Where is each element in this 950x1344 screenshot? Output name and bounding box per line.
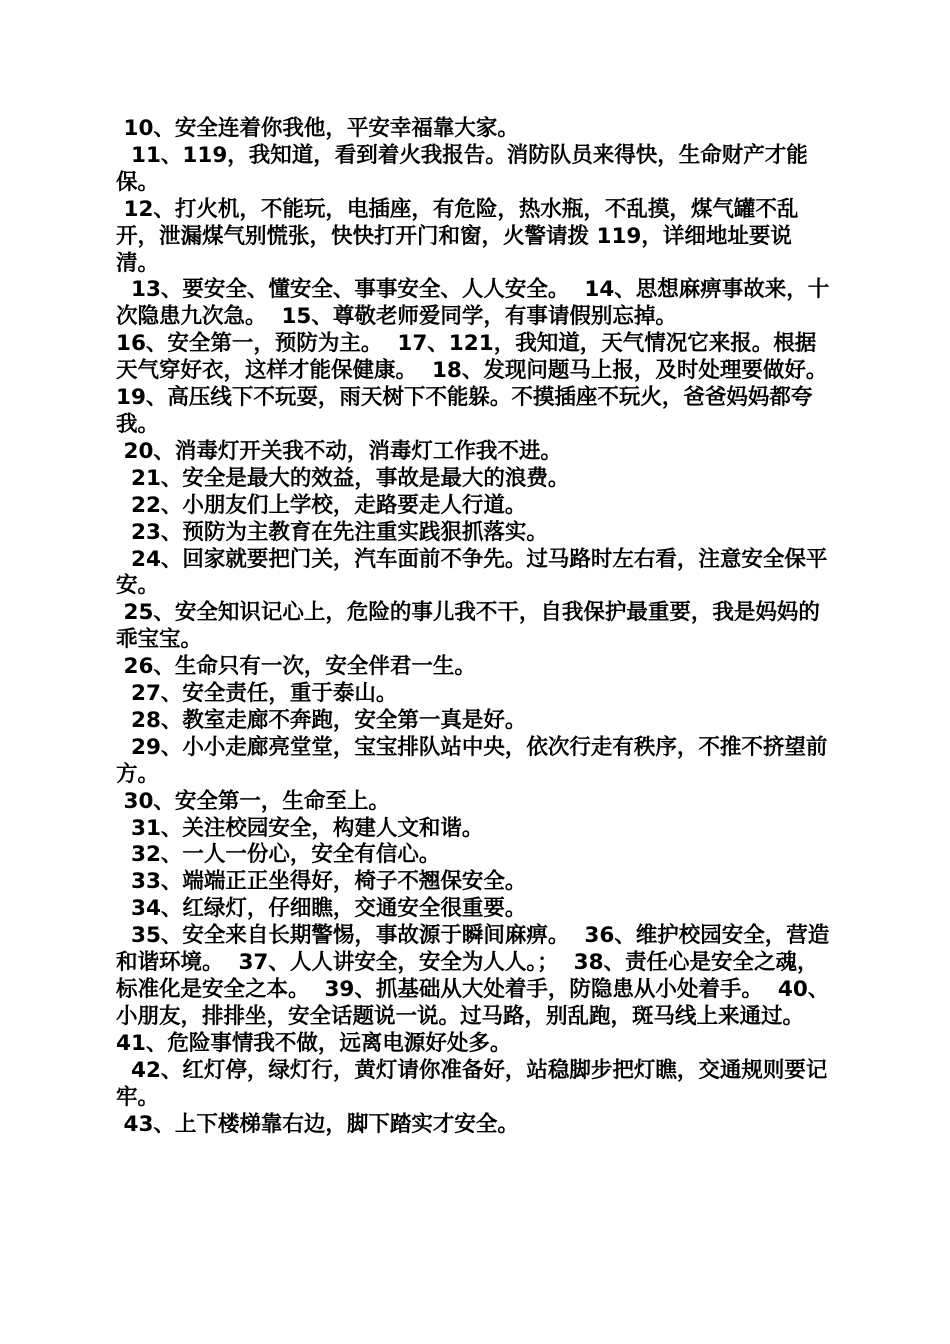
paragraph: 26、生命只有一次，安全伴君一生。	[116, 654, 476, 680]
paragraph: 25、安全知识记心上，危险的事儿我不干，自我保护最重要，我是妈妈的乖宝宝。	[116, 600, 820, 653]
paragraph: 23、预防为主教育在先注重实践狠抓落实。	[116, 519, 548, 545]
paragraph: 27、安全责任，重于泰山。	[116, 681, 398, 707]
paragraph: 22、小朋友们上学校，走路要走人行道。	[116, 492, 527, 518]
paragraph: 24、回家就要把门关，汽车面前不争先。过马路时左右看，注意安全保平安。	[116, 546, 828, 599]
paragraph: 29、小小走廊亮堂堂，宝宝排队站中央，依次行走有秩序，不推不挤望前方。	[116, 734, 828, 787]
paragraph: 42、红灯停，绿灯行，黄灯请你准备好，站稳脚步把灯瞧，交通规则要记牢。	[116, 1057, 828, 1110]
paragraph: 20、消毒灯开关我不动，消毒灯工作我不进。	[116, 438, 562, 464]
paragraph: 31、关注校园安全，构建人文和谐。	[116, 815, 484, 841]
paragraph: 16、安全第一，预防为主。 17、121，我知道，天气情况它来报。根据天气穿好衣，这样才能保健康。 18、发现问题马上报，及时处理要做好。	[116, 331, 828, 384]
paragraph: 35、安全来自长期警惕，事故源于瞬间麻痹。 36、维护校园安全，营造和谐环境。 37、人人讲安全，安全为人人。； 38、责任心是安全之魂，标准化是安全之本。 39、抓基础从大处着手，防隐患从小处着手。 40、小朋友，排排坐，安全话题说一说。过马路，别乱跑，斑马线上来通过。	[116, 923, 830, 1029]
paragraph: 30、安全第一，生命至上。	[116, 788, 390, 814]
paragraph: 34、红绿灯，仔细瞧，交通安全很重要。	[116, 896, 527, 922]
paragraph: 21、安全是最大的效益，事故是最大的浪费。	[116, 465, 570, 491]
paragraph: 43、上下楼梯靠右边，脚下踏实才安全。	[116, 1111, 519, 1137]
paragraph: 12、打火机，不能玩，电插座，有危险，热水瓶，不乱摸，煤气罐不乱开，泄漏煤气别慌张，快快打开门和窗，火警请拨 119，详细地址要说清。	[116, 196, 799, 276]
paragraph: 41、危险事情我不做，远离电源好处多。	[116, 1030, 512, 1056]
paragraph: 33、端端正正坐得好，椅子不翘保安全。	[116, 869, 527, 895]
paragraph: 19、高压线下不玩耍，雨天树下不能躲。不摸插座不玩火，爸爸妈妈都夸我。	[116, 385, 813, 437]
paragraph: 32、一人一份心，安全有信心。	[116, 842, 441, 868]
paragraph: 13、要安全、懂安全、事事安全、人人安全。 14、思想麻痹事故来，十次隐患九次急。 15、尊敬老师爱同学，有事请假别忘掉。	[116, 277, 830, 330]
paragraph: 10、安全连着你我他，平安幸福靠大家。	[116, 116, 519, 141]
paragraph: 11、119，我知道，看到着火我报告。消防队员来得快，生命财产才能保。	[116, 142, 808, 195]
document-page	[116, 116, 832, 1138]
paragraph: 28、教室走廊不奔跑，安全第一真是好。	[116, 707, 527, 733]
